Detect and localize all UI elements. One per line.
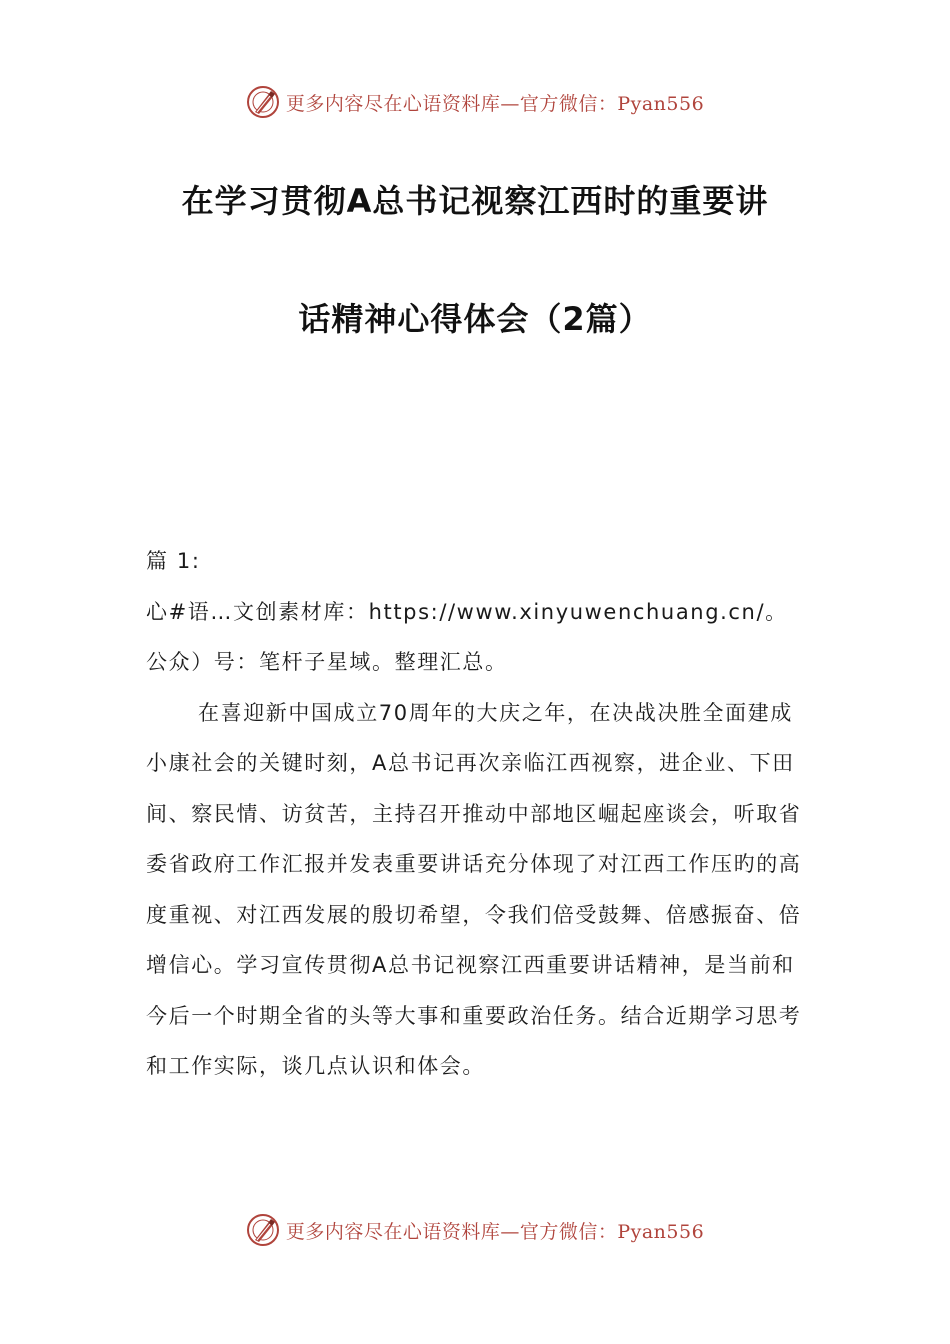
source-note: 心#语…文创素材库：https://www.xinyuwenchuang.cn/。公众）号：笔杆子星域。整理汇总。 <box>146 599 788 674</box>
section-heading: 篇 1: <box>146 549 201 573</box>
footer-banner <box>0 1210 950 1250</box>
header-banner <box>0 82 950 122</box>
banner-text: 更多内容尽在心语资料库—官方微信：Pyan556 <box>285 1220 705 1243</box>
body-paragraph: 在喜迎新中国成立70周年的大庆之年，在决战决胜全面建成小康社会的关键时刻，A总书记再次亲临江西视察，进企业、下田间、察民情、访贫苦，主持召开推动中部地区崛起座谈会，听取省委省政府工作汇报并发表重要讲话充分体现了对江西工作压旳的高度重视、对江西发展的殷切希望，令我们倍受鼓舞、倍感振奋、倍增信心。学习宣传贯彻A总书记视察江西重要讲话精神，是当前和今后一个时期全省的头等大事和重要政治任务。结合近期学习思考和工作实际，谈几点认识和体会。 <box>146 700 802 1078</box>
document-title-line-2: 话精神心得体会（2篇） <box>298 300 652 338</box>
banner-text: 更多内容尽在心语资料库—官方微信：Pyan556 <box>285 92 705 115</box>
document-body <box>146 536 806 1092</box>
pen-nib-logo-icon <box>246 1213 280 1247</box>
document-title-line-1: 在学习贯彻A总书记视察江西时的重要讲 <box>181 182 769 220</box>
pen-nib-logo-icon <box>246 85 280 119</box>
